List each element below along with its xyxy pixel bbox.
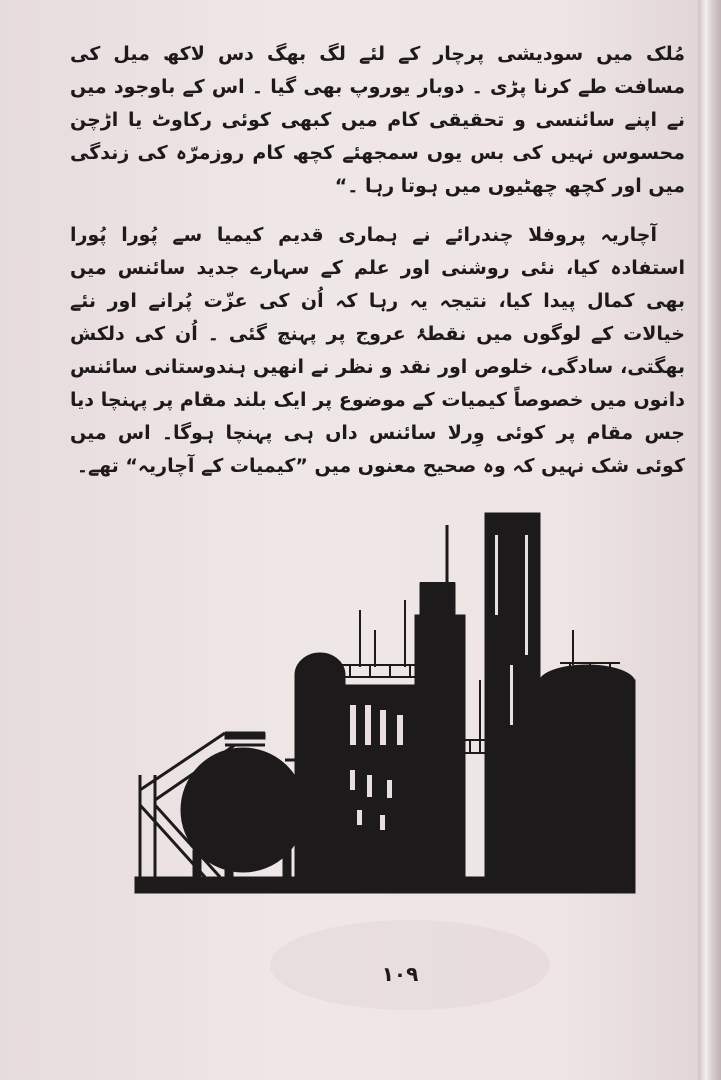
book-spine bbox=[698, 0, 721, 1080]
page-number: ١٠٩ bbox=[381, 962, 419, 986]
body-text bbox=[70, 38, 685, 499]
paragraph-1: مُلک میں سودیشی پرچار کے لئے لگ بھگ دس لاکھ میل کی مسافت طے کرنا پڑی ۔ دوبار یوروپ بھی گیا ۔ اس کے باوجود میں نے اپنے سائنسی و تحقیقی کام میں کبھی کوئی رکاوٹ یا اڑچن محسوس نہیں کی بس یوں سمجھئے کچھ کام روزمرّہ کی زندگی میں اور کچھ چھٹیوں میں ہوتا رہا ۔“ bbox=[70, 43, 685, 197]
factory-illustration bbox=[125, 505, 645, 915]
paragraph-2: آچاریہ پروفلا چندرائے نے ہماری قدیم کیمیا سے پُورا پُورا استفادہ کیا، نئی روشنی اور علم کے سہارے جدید سائنس میں بھی کمال پیدا کیا، نتیجہ یہ رہا کہ اُن کی عزّت پُرانے اور نئے خیالات کے لوگوں میں نقطۂ عروج پر پہنچ گئی ۔ اُن کی دلکش بھگتی، سادگی، خلوص اور نقد و نظر نے انھیں ہندوستانی سائنس دانوں میں خصوصاً کیمیات کے موضوع پر ایک بلند مقام پر پہنچا دیا جس مقام پر کوئی وِرلا سائنس داں ہی پہنچا ہوگا۔ اس میں کوئی شک نہیں کہ وہ صحیح معنوں میں ”کیمیات کے آچاریہ“ تھے۔ bbox=[70, 224, 685, 477]
